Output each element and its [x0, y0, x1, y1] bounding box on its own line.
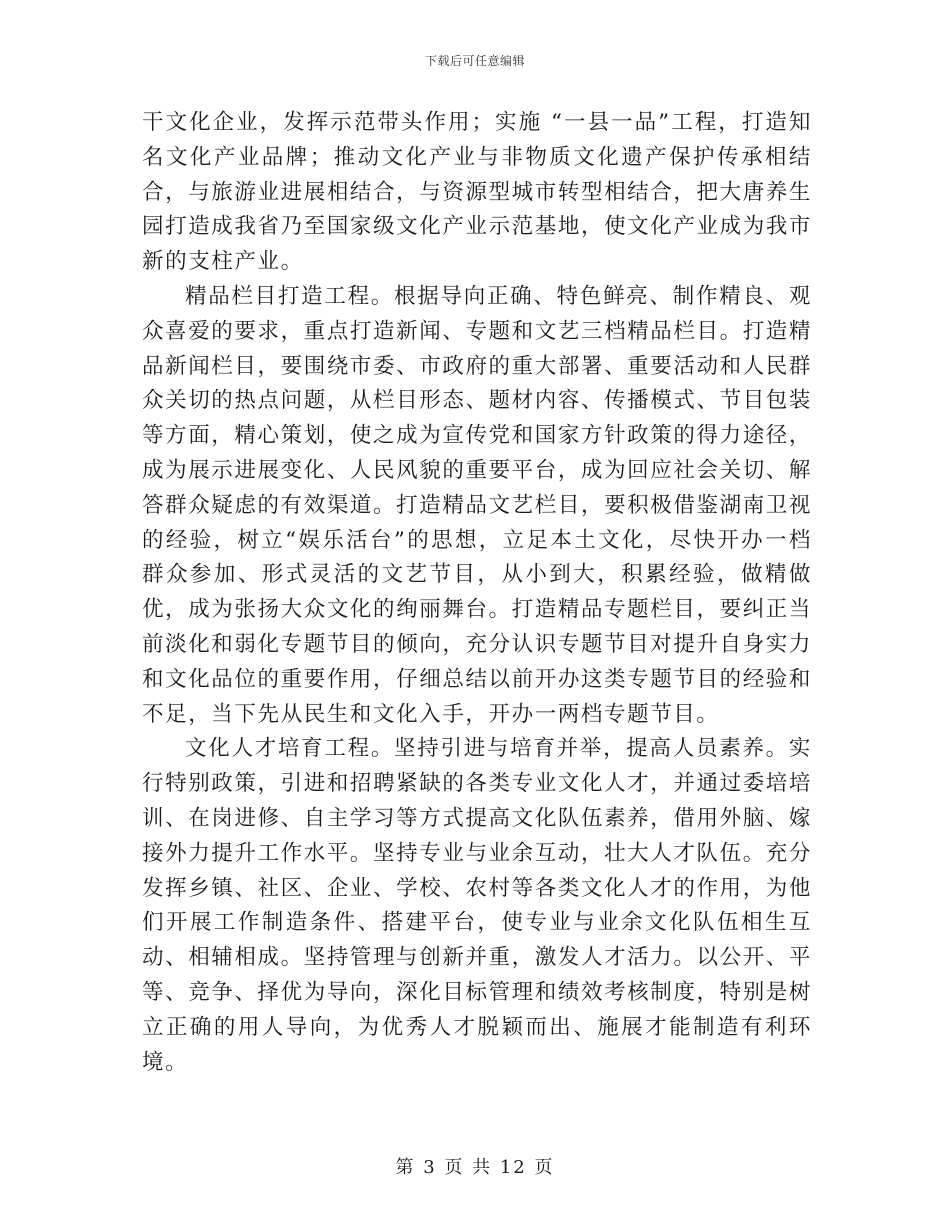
paragraph-continuation: 干文化企业，发挥示范带头作用；实施 “一县一品”工程，打造知名文化产业品牌；推动文化产业与非物质文化遗产保护传承相结合，与旅游业进展相结合，与资源型城市转型相结合，把大唐养生园打造成我省乃至国家级文化产业示范基地，使文化产业成为我市新的支柱产业。 — [142, 110, 812, 275]
paragraph-program-project: 精品栏目打造工程。根据导向正确、特色鲜亮、制作精良、观众喜爱的要求，重点打造新闻、专题和文艺三档精品栏目。打造精品新闻栏目，要围绕市委、市政府的重大部署、重要活动和人民群众关切的热点问题，从栏目形态、题材内容、传播模式、节目包装等方面，精心策划，使之成为宣传党和国家方针政策的得力途径，成为展示进展变化、人民风貌的重要平台，成为回应社会关切、解答群众疑虑的有效渠道。打造精品文艺栏目，要积极借鉴湖南卫视的经验，树立“娱乐活台”的思想，立足本土文化，尽快开办一档群众参加、形式灵活的文艺节目，从小到大，积累经验，做精做优，成为张扬大众文化的绚丽舞台。打造精品专题栏目，要纠正当前淡化和弱化专题节目的倾向，充分认识专题节目对提升自身实力和文化品位的重要作用，仔细总结以前开办这类专题节目的经验和不足，当下先从民生和文化入手，开办一两档专题节目。 — [142, 283, 812, 727]
page-number: 第 3 页 共 12 页 — [395, 1157, 555, 1178]
page-header: 下载后可任意编辑 — [424, 54, 525, 68]
document-body — [142, 106, 812, 1080]
paragraph-talent-project: 文化人才培育工程。坚持引进与培育并举，提高人员素养。实行特别政策，引进和招聘紧缺的各类专业文化人才，并通过委培培训、在岗进修、自主学习等方式提高文化队伍素养，借用外脑、嫁接外力提升工作水平。坚持专业与业余互动，壮大人才队伍。充分发挥乡镇、社区、企业、学校、农村等各类文化人才的作用，为他们开展工作制造条件、搭建平台，使专业与业余文化队伍相生互动、相辅相成。坚持管理与创新并重，激发人才活力。以公开、平等、竞争、择优为导向，深化目标管理和绩效考核制度，特别是树立正确的用人导向，为优秀人才脱颖而出、施展才能制造有利环境。 — [142, 736, 812, 1075]
